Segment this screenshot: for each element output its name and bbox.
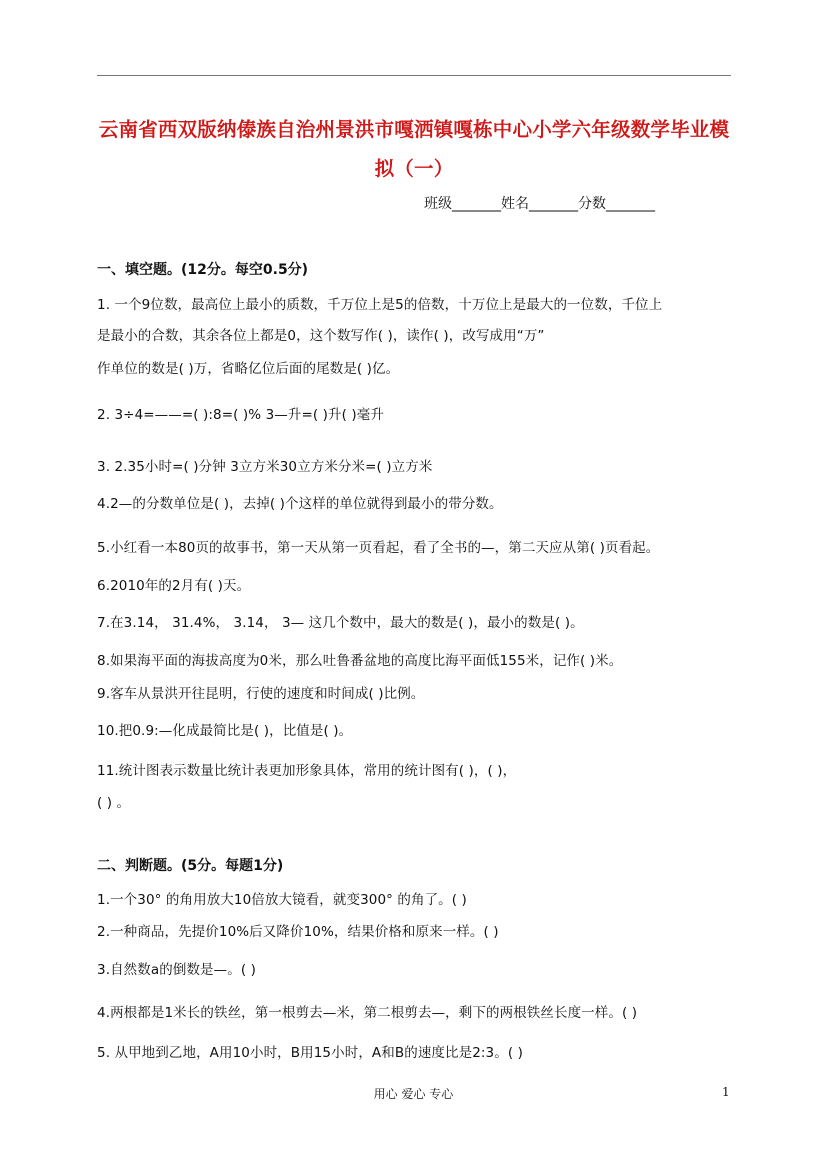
question-line: 1.一个30° 的角用放大10倍放大镜看，就变300° 的角了。( ) [97, 892, 467, 908]
question-line: 5.小红看一本80页的故事书，第一天从第一页看起，看了全书的—，第二天应从第( )页看起。 [97, 540, 660, 556]
question-line: 作单位的数是( )万，省略亿位后面的尾数是( )亿。 [97, 361, 400, 377]
page-number: 1 [722, 1085, 730, 1099]
question-line: 11.统计图表示数量比统计表更加形象具体，常用的统计图有( )，( )， [97, 763, 517, 779]
question-line: 4.两根都是1米长的铁丝，第一根剪去—米，第二根剪去—，剩下的两根铁丝长度一样。( ) [97, 1005, 638, 1021]
question-line: 3. 2.35小时=( )分钟 3立方米30立方米分米=( )立方米 [97, 459, 433, 475]
question-line: 8.如果海平面的海拔高度为0米，那么吐鲁番盆地的高度比海平面低155米，记作( )米。 [97, 653, 623, 669]
question-line: ( ) 。 [97, 795, 131, 811]
question-line: 7.在3.14， 31.4%， 3.14， 3— 这几个数中，最大的数是( )，最小的数是( )。 [97, 615, 584, 631]
section-fill-in-heading: 一、填空题。(12分。每空0.5分) [97, 262, 309, 278]
page-title-line2: 拟（一） [374, 157, 454, 180]
page-title-line1: 云南省西双版纳傣族自治州景洪市嘎洒镇嘎栋中心小学六年级数学毕业模 [98, 118, 730, 141]
question-line: 1. 一个9位数，最高位上最小的质数，千万位上是5的倍数，十万位上是最大的一位数，千位上 [97, 297, 663, 313]
question-line: 4.2—的分数单位是( )，去掉( )个这样的单位就得到最小的带分数。 [97, 496, 503, 512]
question-line: 5. 从甲地到乙地，A用10小时，B用15小时，A和B的速度比是2:3。( ) [97, 1045, 523, 1061]
question-line: 3.自然数a的倒数是—。( ) [97, 962, 256, 978]
question-line: 10.把0.9:—化成最简比是( )，比值是( )。 [97, 723, 353, 739]
header-rule [97, 75, 731, 76]
question-line: 6.2010年的2月有( )天。 [97, 578, 251, 594]
footer-text: 用心 爱心 专心 [373, 1087, 454, 1101]
student-info: 班级_______姓名_______分数_______ [424, 196, 655, 212]
question-line: 2.一种商品，先提价10%后又降价10%，结果价格和原来一样。( ) [97, 924, 499, 940]
question-line: 2. 3÷4=——=( ):8=( )% 3—升=( )升( )毫升 [97, 407, 384, 423]
section-true-false-heading: 二、判断题。(5分。每题1分) [97, 858, 284, 874]
question-line: 是最小的合数，其余各位上都是0，这个数写作( )，读作( )，改写成用“万” [97, 328, 545, 344]
question-line: 9.客车从景洪开往昆明，行使的速度和时间成( )比例。 [97, 686, 425, 702]
